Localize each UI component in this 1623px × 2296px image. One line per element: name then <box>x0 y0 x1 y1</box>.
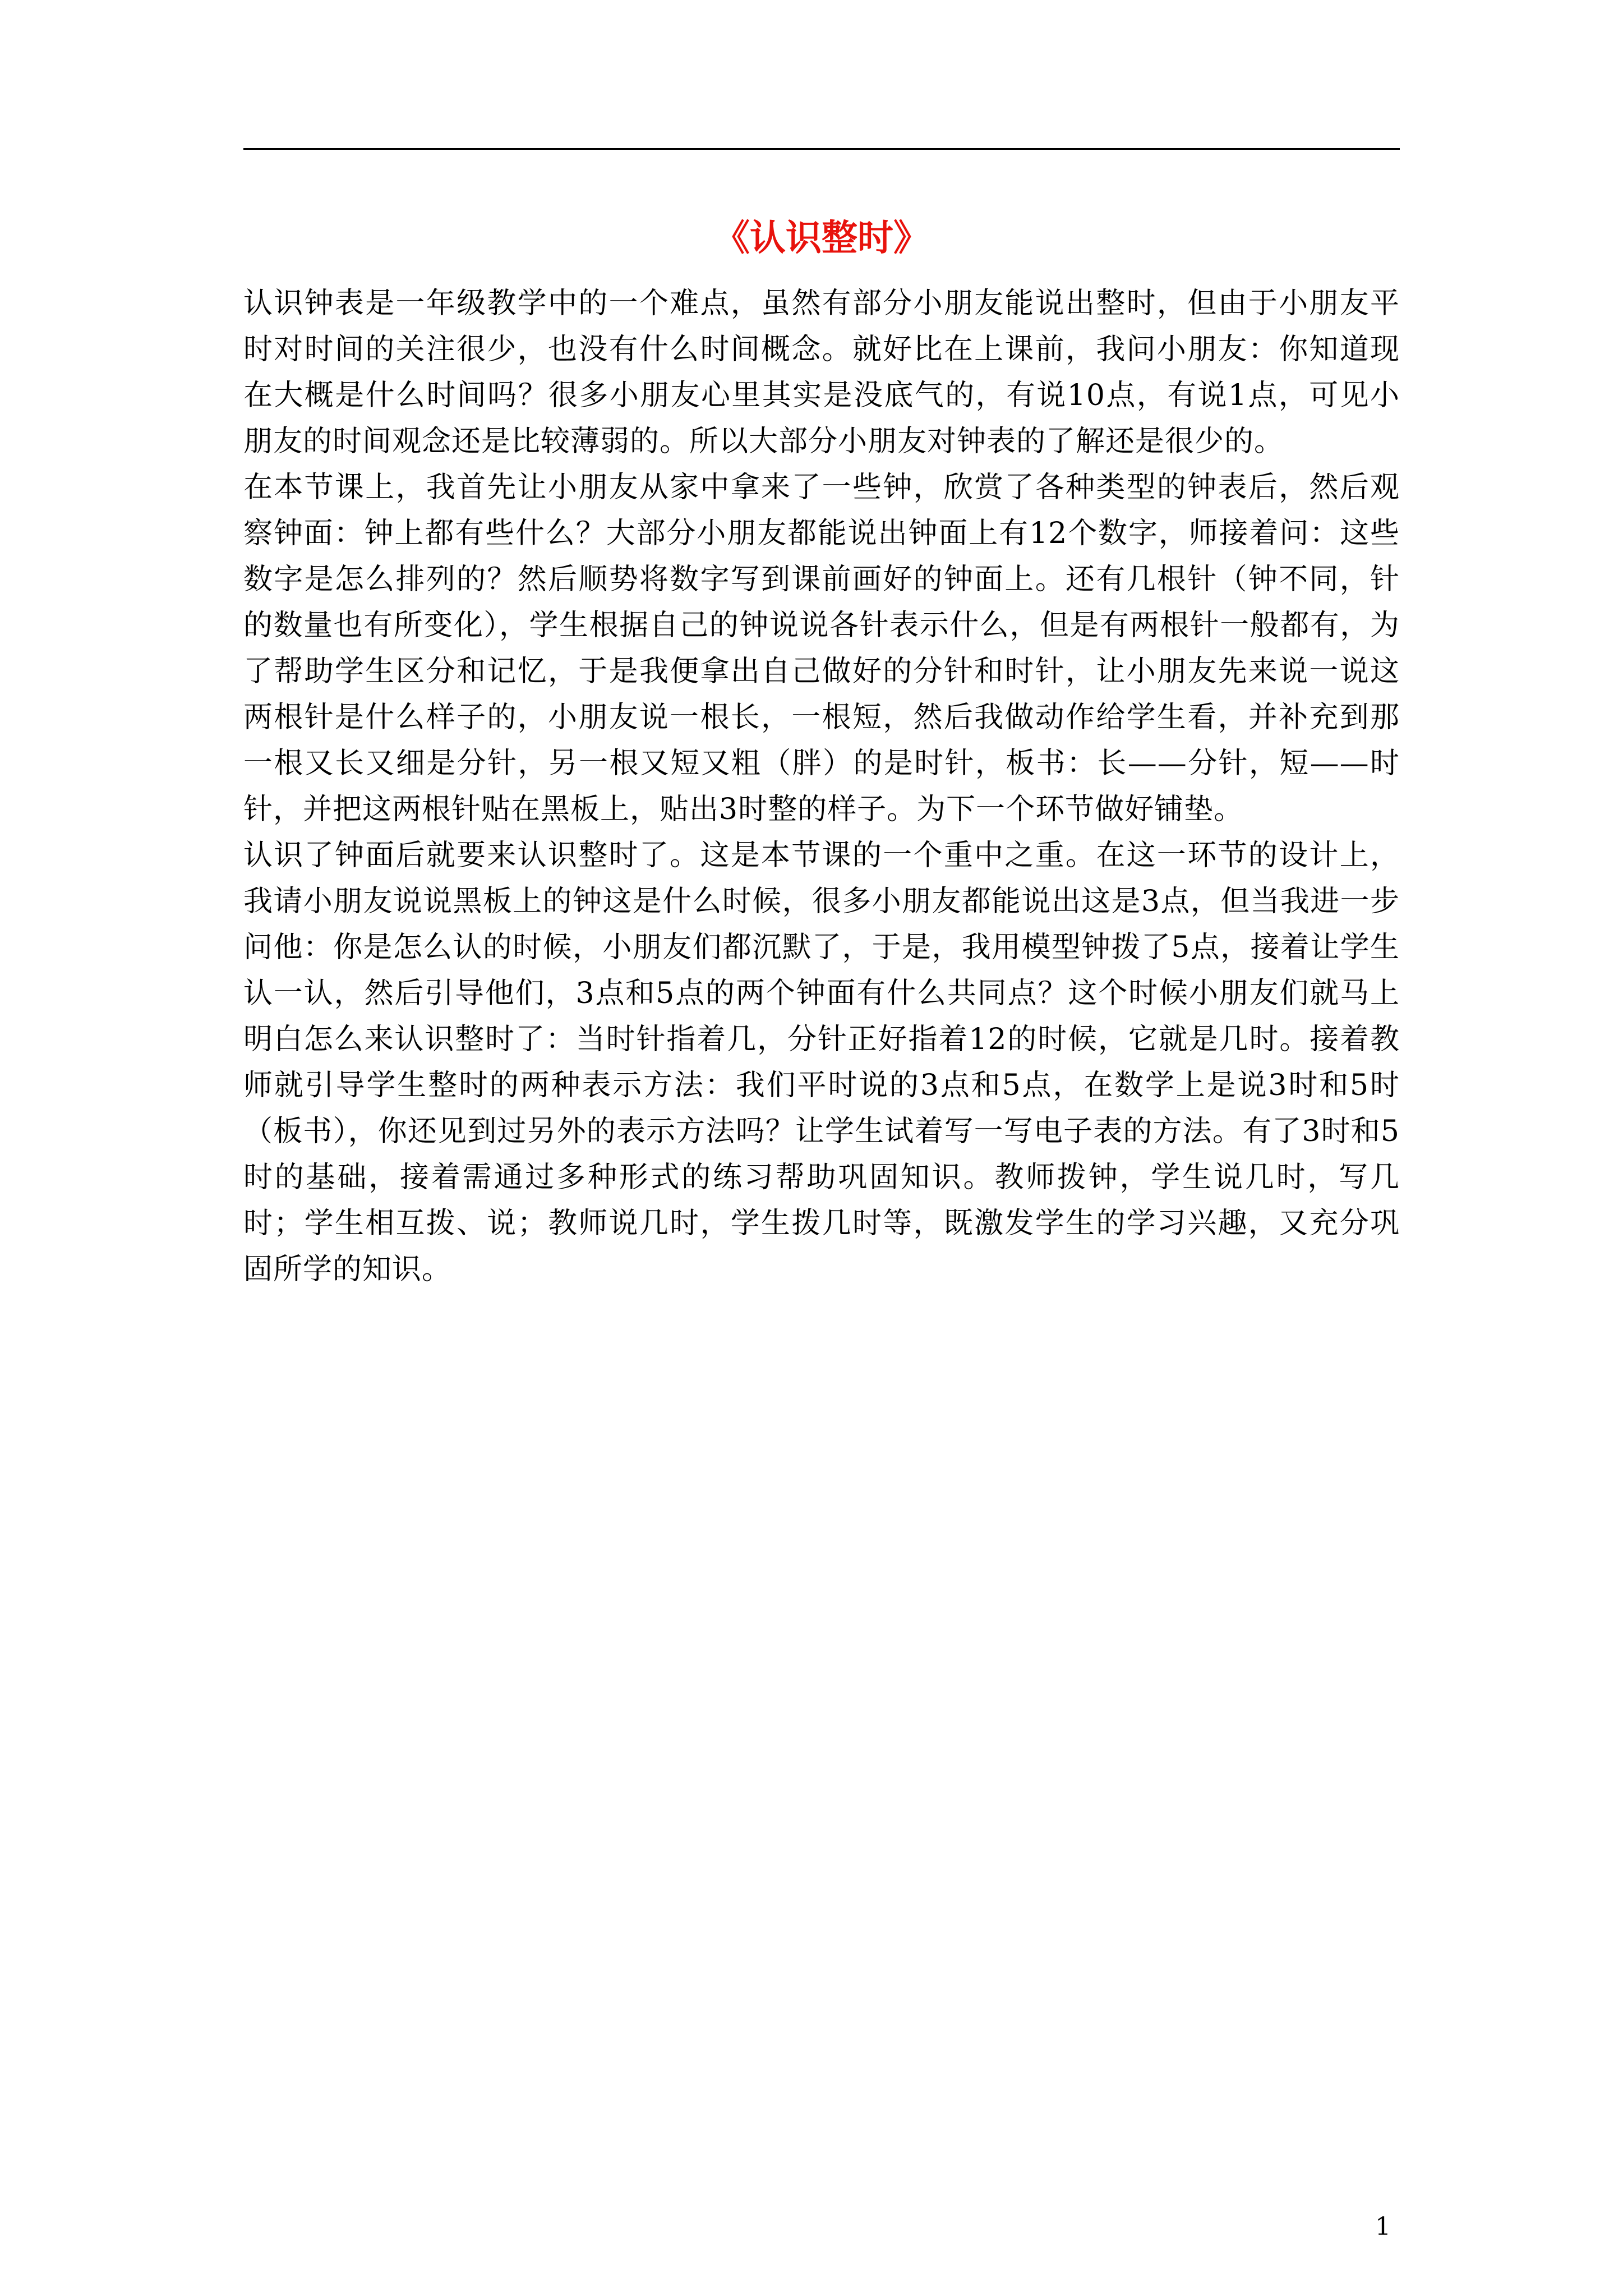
paragraph-1: 认识钟表是一年级教学中的一个难点，虽然有部分小朋友能说出整时，但由于小朋友平时对时间的关注很少，也没有什么时间概念。就好比在上课前，我问小朋友：你知道现在大概是什么时间吗？很多小朋友心里其实是没底气的，有说10点，有说1点，可见小朋友的时间观念还是比较薄弱的。所以大部分小朋友对钟表的了解还是很少的。 <box>243 287 1400 458</box>
document-title: 《认识整时》 <box>714 217 929 259</box>
paragraph-2: 在本节课上，我首先让小朋友从家中拿来了一些钟，欣赏了各种类型的钟表后，然后观察钟面：钟上都有些什么？大部分小朋友都能说出钟面上有12个数字，师接着问：这些数字是怎么排列的？然后顺势将数字写到课前画好的钟面上。还有几根针（钟不同，针的数量也有所变化），学生根据自己的钟说说各针表示什么，但是有两根针一般都有，为了帮助学生区分和记忆，于是我便拿出自己做好的分针和时针，让小朋友先来说一说这两根针是什么样子的，小朋友说一根长，一根短，然后我做动作给学生看，并补充到那一根又长又细是分针，另一根又短又粗（胖）的是时针，板书：长——分针，短——时针，并把这两根针贴在黑板上，贴出3时整的样子。为下一个环节做好铺垫。 <box>243 471 1400 826</box>
header-rule <box>243 148 1400 150</box>
document-body <box>243 280 1400 1292</box>
paragraph-3: 认识了钟面后就要来认识整时了。这是本节课的一个重中之重。在这一环节的设计上，我请小朋友说说黑板上的钟这是什么时候，很多小朋友都能说出这是3点，但当我进一步问他：你是怎么认的时候，小朋友们都沉默了，于是，我用模型钟拨了5点，接着让学生认一认，然后引导他们，3点和5点的两个钟面有什么共同点？这个时候小朋友们就马上明白怎么来认识整时了：当时针指着几，分针正好指着12的时候，它就是几时。接着教师就引导学生整时的两种表示方法：我们平时说的3点和5点，在数学上是说3时和5时（板书），你还见到过另外的表示方法吗？让学生试着写一写电子表的方法。有了3时和5时的基础，接着需通过多种形式的练习帮助巩固知识。教师拨钟，学生说几时，写几时；学生相互拨、说；教师说几时，学生拨几时等，既激发学生的学习兴趣，又充分巩固所学的知识。 <box>243 839 1400 1286</box>
page-number: 1 <box>1375 2212 1391 2241</box>
